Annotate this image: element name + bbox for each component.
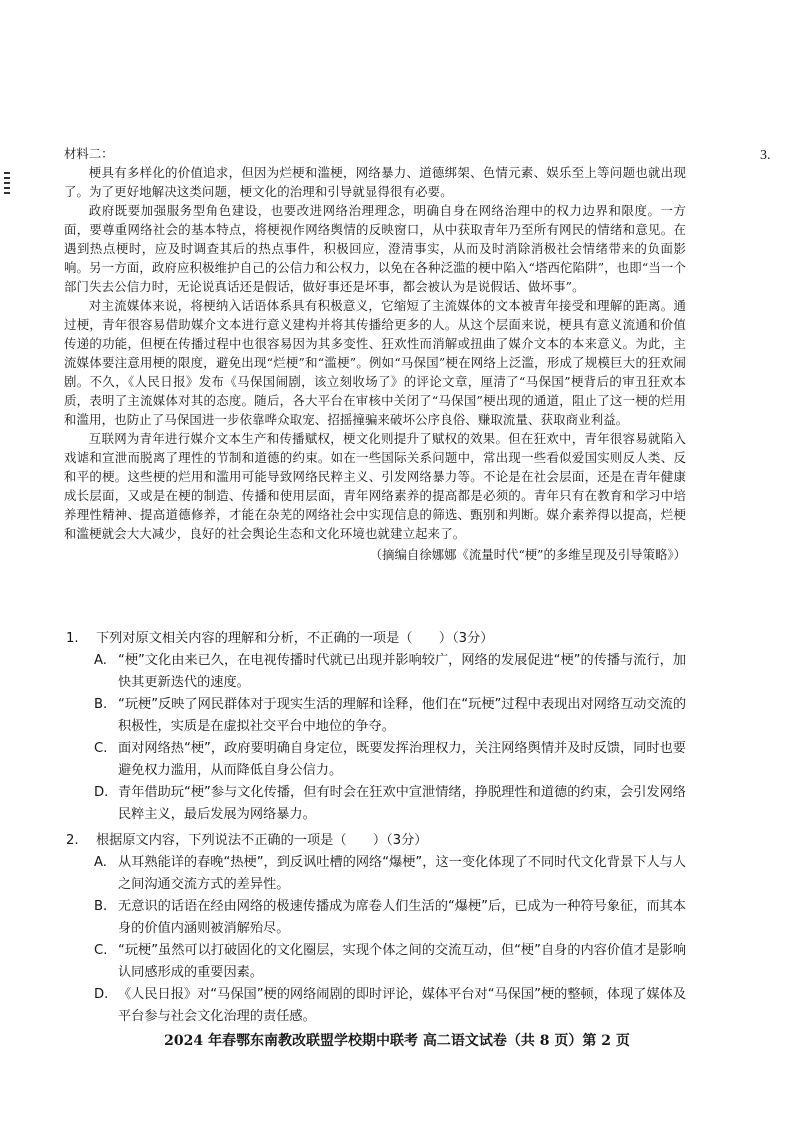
option-a (94, 852, 686, 896)
questions-section (66, 628, 686, 1028)
option-a (94, 650, 686, 694)
option-label: A. (94, 653, 107, 668)
option-text: 面对网络热“梗”，政府要明确自身定位，既要发挥治理权力，关注网络舆情并及时反馈，同时也要避免权力滥用，从而降低自身公信力。 (118, 741, 686, 778)
material-paragraph-1: 梗具有多样化的价值追求，但因为烂梗和滥梗，网络暴力、道德绑架、色情元素、娱乐至上等问题也就出现了。为了更好地解决这类问题，梗文化的治理和引导就显得很有必要。 (64, 165, 686, 199)
material-heading: 材料二： (64, 146, 114, 161)
option-label: B. (94, 697, 108, 712)
option-d (94, 782, 686, 826)
option-text: 《人民日报》对“马保国”梗的网络闹剧的即时评论，媒体平台对“马保国”梗的整顿，体现了媒体及平台参与社会文化治理的责任感。 (118, 987, 687, 1024)
side-question-number: 3. (760, 148, 771, 163)
option-text: 无意识的话语在经由网络的极速传播成为席卷人们生活的“爆梗”后，已成为一种符号象征，而其本身的价值内涵则被消解殆尽。 (118, 899, 686, 936)
binding-margin-marks (4, 172, 10, 194)
question-number: 2. (66, 833, 79, 848)
question-text: 根据原文内容，下列说法不正确的一项是（ ）（3分） (96, 833, 428, 848)
material-paragraph-3: 对主流媒体来说，将梗纳入话语体系具有积极意义，它缩短了主流媒体的文本被青年接受和理解的距离。通过梗，青年很容易借助媒介文本进行意义建构并将其传播给更多的人。从这个层面来说，梗具有意义流通和价值传递的功能，但梗在传播过程中也很容易因为其多变性、狂欢性而消解或扭曲了媒介文本的本来意义。为此，主流媒体要注意用梗的限度，避免出现“烂梗”和“滥梗”。例如“马保国”梗在网络上泛滥，形成了规模巨大的狂欢闹剧。不久，《人民日报》发布《马保国闹剧，该立刻收场了》的评论文章，厘清了“马保国”梗背后的审丑狂欢本质，表明了主流媒体对其的态度。随后，各大平台在审核中关闭了“马保国”梗出现的通道，阻止了这一梗的烂用和滥用，也防止了马保国进一步依靠哗众取宠、招摇撞骗来破坏公序良俗、赚取流量、获取商业利益。 (64, 298, 686, 427)
question-2 (66, 830, 686, 1028)
material-two-section (64, 145, 686, 565)
option-c (94, 940, 686, 984)
option-label: C. (94, 943, 108, 958)
option-d (94, 984, 686, 1028)
option-text: “梗”文化由来已久，在电视传播时代就已出现并影响较广，网络的发展促进“梗”的传播与流行，加快其更新迭代的速度。 (118, 653, 687, 690)
option-b (94, 694, 686, 738)
option-text: “玩梗”反映了网民群体对于现实生活的理解和诠释，他们在“玩梗”过程中表现出对网络互动交流的积极性，实质是在虚拟社交平台中地位的争夺。 (118, 697, 687, 734)
option-label: D. (94, 987, 109, 1002)
option-b (94, 896, 686, 940)
question-stem (66, 628, 686, 650)
option-label: D. (94, 785, 109, 800)
option-text: 青年借助玩“梗”参与文化传播，但有时会在狂欢中宣泄情绪，挣脱理性和道德的约束，会引发网络民粹主义，最后发展为网络暴力。 (118, 785, 686, 822)
option-label: B. (94, 899, 108, 914)
option-label: C. (94, 741, 108, 756)
option-c (94, 738, 686, 782)
question-stem (66, 830, 686, 852)
question-1 (66, 628, 686, 826)
question-number: 1. (66, 631, 79, 646)
option-text: 从耳熟能详的春晚“热梗”，到反讽吐槽的网络“爆梗”，这一变化体现了不同时代文化背景下人与人之间沟通交流方式的差异性。 (118, 855, 687, 892)
question-text: 下列对原文相关内容的理解和分析，不正确的一项是（ ）（3分） (96, 631, 494, 646)
material-paragraph-2: 政府既要加强服务型角色建设，也要改进网络治理理念，明确自身在网络治理中的权力边界和限度。一方面，要尊重网络社会的基本特点，将梗视作网络舆情的反映窗口，从中获取青年乃至所有网民的情绪和意见。在遇到热点梗时，应及时调查其后的热点事件，积极回应，澄清事实，从而及时消除消极社会情绪带来的负面影响。另一方面，政府应积极维护自己的公信力和公权力，以免在各种泛滥的梗中陷入“塔西佗陷阱”，也即“当一个部门失去公信力时，无论说真话还是假话，做好事还是坏事，都会被认为是说假话、做坏事”。 (64, 203, 686, 294)
material-source: （摘编自徐娜娜《流量时代“梗”的多维呈现及引导策略》） (369, 547, 686, 562)
option-label: A. (94, 855, 107, 870)
option-text: “玩梗”虽然可以打破固化的文化圈层，实现个体之间的交流互动，但“梗”自身的内容价值才是影响认同感形成的重要因素。 (118, 943, 687, 980)
page-footer: 2024 年春鄂东南教改联盟学校期中联考 高二语文试卷（共 8 页）第 2 页 (164, 1033, 630, 1049)
material-paragraph-4: 互联网为青年进行媒介文本生产和传播赋权，梗文化则提升了赋权的效果。但在狂欢中，青年很容易就陷入戏谑和宣泄而脱离了理性的节制和道德的约束。如在一些国际关系问题中，常出现一些看似爱国实则反人类、反和平的梗。这些梗的烂用和滥用可能导致网络民粹主义、引发网络暴力等。不论是在社会层面，还是在青年健康成长层面，又或是在梗的制造、传播和使用层面，青年网络素养的提高都是必须的。青年只有在教育和学习中培养理性精神、提高道德修养，才能在杂芜的网络社会中实现信息的筛选、甄别和判断。媒介素养得以提高，烂梗和滥梗就会大大减少，良好的社会舆论生态和文化环境也就建立起来了。 (64, 431, 686, 541)
